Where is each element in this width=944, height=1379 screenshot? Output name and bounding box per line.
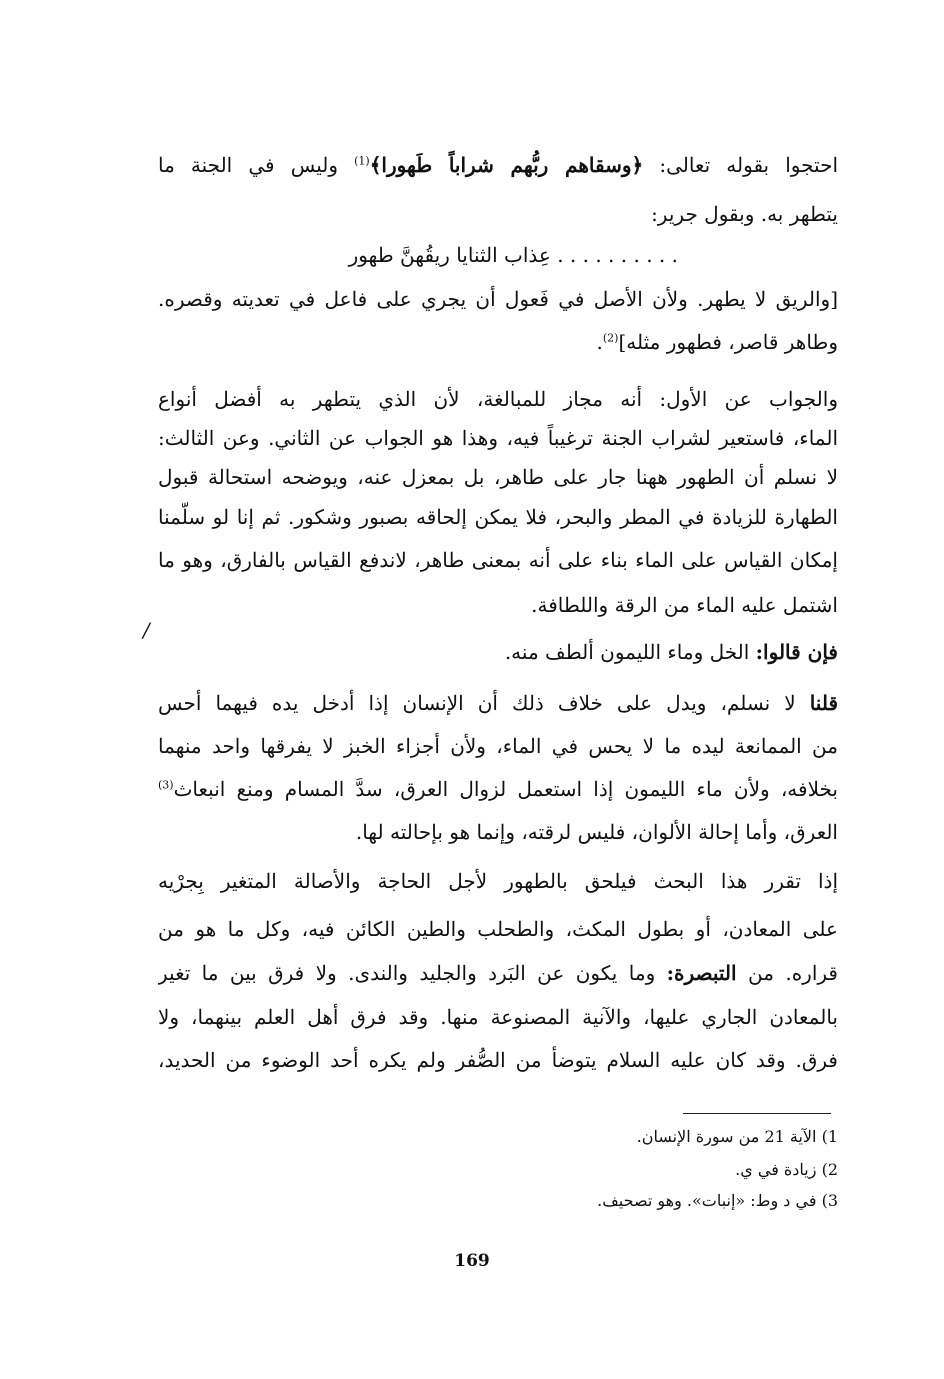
text-line <box>158 502 838 532</box>
text-line <box>158 150 838 180</box>
text-line <box>158 817 838 847</box>
footnote-item: 3) في د وط: «إنبات». وهو تصحيف. <box>597 1191 838 1210</box>
text-run: من الممانعة ليده ما لا يحس في الماء، ولأن أجزاء الخبز لا يفرقها واحد منهما <box>158 734 838 758</box>
footnote-ref: (2) <box>602 331 619 345</box>
text-run: بخلافه، ولأن ماء الليمون إذا استعمل لزوال العرق، سدَّ المسام ومنع انبعاث <box>173 777 838 801</box>
footnote-ref: (1) <box>354 154 370 168</box>
text-run: وليس في الجنة ما <box>158 153 355 177</box>
text-run: بالمعادن الجاري عليها، والآنية المصنوعة منها. وقد فرق أهل العلم بينهما، ولا <box>158 1005 838 1029</box>
text-run: فرق. وقد كان عليه السلام يتوضأ من الصُّفر ولم يكره أحد الوضوء من الحديد، <box>158 1048 838 1072</box>
text-run: يتطهر به. وبقول جرير: <box>651 202 838 226</box>
text-run: [والريق لا يطهر. ولأن الأصل في فَعول أن يجري على فاعل في تعديته وقصره. <box>158 287 838 311</box>
text-line <box>158 590 838 620</box>
footnote-separator <box>683 1113 831 1114</box>
text-run: الطهارة للزيادة في المطر والبحر، فلا يمكن إلحاقه بصبور وشكور. ثم إنا لو سلَّمنا <box>158 505 838 529</box>
text-line <box>158 1002 838 1032</box>
text-run: . . . . . . . . . . عِذاب الثنايا ريقُهنَّ طهور <box>348 243 678 267</box>
text-line <box>158 199 838 229</box>
text-run: اشتمل عليه الماء من الرقة واللطافة. <box>531 593 838 617</box>
text-line <box>158 637 838 667</box>
text-line <box>158 545 838 575</box>
text-line <box>158 327 838 357</box>
text-line <box>158 914 838 944</box>
text-run: . <box>596 330 603 354</box>
text-run: والجواب عن الأول: أنه مجاز للمبالغة، لأن الذي يتطهر به أفضل أنواع <box>158 387 838 411</box>
text-run: وما يكون عن البَرد والجليد والندى. ولا فرق بين ما تغير <box>158 961 667 985</box>
text-run: على المعادن، أو بطول المكث، والطحلب والطين الكائن فيه، وكل ما هو من <box>158 917 838 941</box>
text-run: إذا تقرر هذا البحث فيلحق بالطهور لأجل الحاجة والأصالة المتغير بِجرْيه <box>158 869 838 893</box>
page-number: 169 <box>454 1251 490 1271</box>
text-run: الخل وماء الليمون ألطف منه. <box>504 640 756 664</box>
text-run: العرق، وأما إحالة الألوان، فليس لرقته، وإنما هو بإحالته لها. <box>355 820 838 844</box>
text-run: الماء، فاستعير لشراب الجنة ترغيباً فيه، وهذا هو الجواب عن الثاني. وعن الثالث: <box>158 426 838 450</box>
footnote-ref: (3) <box>158 778 174 792</box>
text-run: وطاهر قاصر، فطهور مثله] <box>618 330 838 354</box>
text-run: احتجوا بقوله تعالى: <box>643 153 838 177</box>
text-line <box>158 384 838 414</box>
bold-text: ﴿وسقاهم ربُّهم شراباً طَهورا﴾ <box>369 153 644 177</box>
text-line <box>158 1045 838 1075</box>
text-line <box>158 866 838 896</box>
margin-mark: / <box>143 618 150 642</box>
text-line <box>158 774 838 804</box>
text-run: قراره. من <box>736 961 838 985</box>
text-line <box>158 731 838 761</box>
text-run: لا نسلم، ويدل على خلاف ذلك أن الإنسان إذا أدخل يده فيهما أحس <box>158 691 810 715</box>
bold-text: فإن قالوا: <box>755 640 838 664</box>
bold-text: التبصرة: <box>666 961 737 985</box>
text-line <box>158 688 838 718</box>
text-line <box>158 423 838 453</box>
bold-text: قلنا <box>809 691 838 715</box>
footnote-item: 1) الآية 21 من سورة الإنسان. <box>636 1127 838 1146</box>
text-run: لا نسلم أن الطهور ههنا جار على طاهر، بل بمعزل عنه، ويوضحه استحالة قبول <box>158 465 838 489</box>
text-line <box>158 462 838 492</box>
footnote-item: 2) زيادة في ي. <box>735 1160 838 1179</box>
text-line <box>158 240 838 270</box>
text-line <box>158 958 838 988</box>
text-line <box>158 284 838 314</box>
text-run: إمكان القياس على الماء بناء على أنه بمعنى طاهر، لاندفع القياس بالفارق، وهو ما <box>158 548 838 572</box>
